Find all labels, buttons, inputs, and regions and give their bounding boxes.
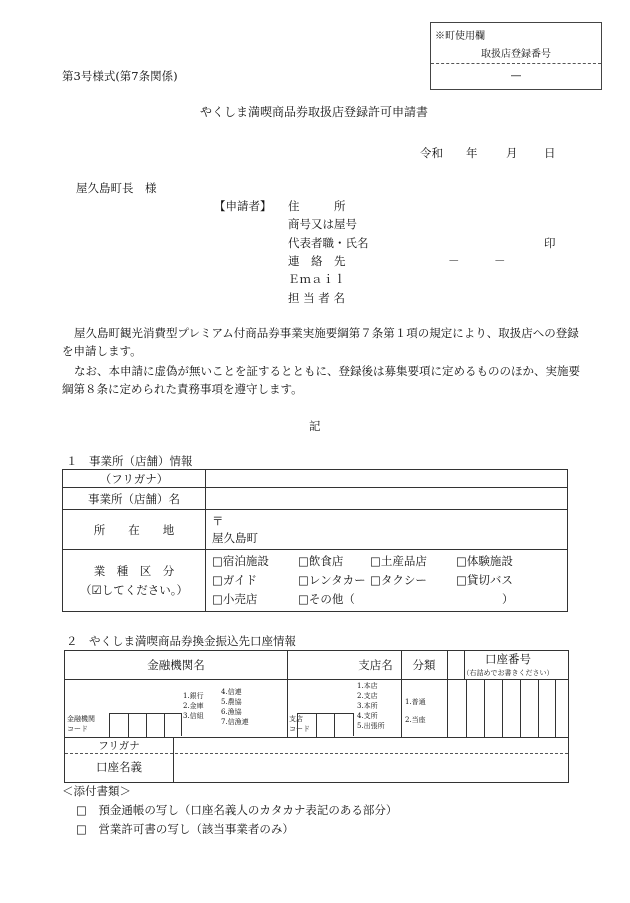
divider <box>287 679 288 737</box>
furigana-label: （フリガナ） <box>63 470 206 488</box>
account-number-note: （右詰めでお書きください） <box>462 669 554 677</box>
body-paragraph-2: なお、本申請に虚偽が無いことを証するとともに、登録後は募集要項に定めるもののほか、実施要綱第８条に定められた責務事項を遵守します。 <box>62 364 580 396</box>
branch-type-shisho: 4.支所 <box>357 712 378 720</box>
office-use-box <box>430 22 602 90</box>
applicant-trade-name-label: 商号又は屋号 <box>288 217 357 231</box>
phone-separators: － － <box>448 254 506 268</box>
account-holder-label: 口座名義 <box>96 760 142 774</box>
date-era: 令和 <box>420 146 443 160</box>
business-name-field[interactable] <box>206 488 568 510</box>
date-year: 年 <box>466 146 478 160</box>
applicant-label: 【申請者】 <box>214 199 272 213</box>
account-holder-field[interactable] <box>175 755 565 781</box>
divider <box>146 714 147 737</box>
divider <box>65 753 568 754</box>
bank-account-table <box>64 650 569 783</box>
bank-type-gyokyo: 6.漁協 <box>221 708 242 716</box>
bank-type-shinkumi: 3.信組 <box>183 712 204 720</box>
bank-code-label <box>67 714 95 734</box>
bank-type-shingyoren: 7.信漁連 <box>221 718 249 726</box>
bank-type-kinko: 2.金庫 <box>183 702 204 710</box>
registration-number-value: — <box>510 69 522 82</box>
applicant-address-label: 住 所 <box>288 199 346 213</box>
applicant-contact-person-label: 担 当 者 名 <box>288 291 345 305</box>
branch-type-honsho: 3.本所 <box>357 702 378 710</box>
bank-code-label-line2: コード <box>67 725 88 733</box>
business-type-label-cell <box>63 550 206 612</box>
business-type-options <box>206 550 568 612</box>
divider <box>353 713 354 736</box>
option-retail[interactable]: □小売店 <box>212 592 258 606</box>
business-type-label: 業 種 区 分 <box>93 563 175 578</box>
divider <box>164 714 165 737</box>
option-restaurant[interactable]: □飲食店 <box>298 554 344 568</box>
address-value: 屋久島町 <box>212 530 258 545</box>
branch-code-boxes[interactable] <box>297 713 354 737</box>
bank-name-header: 金融機関名 <box>65 651 288 680</box>
office-use-title: ※町使用欄 <box>435 31 485 42</box>
bank-code-label-line1: 金融機関 <box>67 715 95 723</box>
section1-heading: １ 事業所（店舗）情報 <box>66 454 193 468</box>
section2-heading: ２ やくしま満喫商品券換金振込先口座情報 <box>66 634 296 648</box>
bank-type-bank: 1.銀行 <box>183 692 204 700</box>
branch-type-honten: 1.本店 <box>357 682 378 690</box>
divider <box>484 679 485 737</box>
branch-code-label-line2: コード <box>289 725 310 733</box>
business-info-table <box>62 469 568 612</box>
divider <box>181 713 182 736</box>
divider <box>173 737 174 782</box>
form-number: 第3号様式(第7条関係) <box>62 69 178 83</box>
option-other-close: ） <box>502 592 514 606</box>
holder-furigana-label: フリガナ <box>98 740 140 752</box>
attachment-business-permit: □ 営業許可書の写し（該当事業者のみ） <box>76 822 294 836</box>
branch-name-header: 支店名 <box>287 651 465 680</box>
divider <box>555 679 556 737</box>
applicant-email-label: Ｅｍａｉｌ <box>288 272 346 286</box>
branch-code-label-line1: 支店 <box>289 715 303 723</box>
divider <box>65 679 568 680</box>
applicant-representative-label: 代表者職・氏名 <box>288 236 369 250</box>
option-taxi[interactable]: □タクシー <box>370 573 427 587</box>
branch-type-shutchojo: 5.出張所 <box>357 722 385 730</box>
address-label: 所 在 地 <box>63 510 206 550</box>
option-other[interactable]: □その他（ <box>298 592 355 606</box>
divider <box>466 679 467 737</box>
furigana-field[interactable] <box>206 470 568 488</box>
divider <box>502 679 503 737</box>
divider <box>520 679 521 737</box>
account-type-futsu[interactable]: 1.普通 <box>405 698 426 706</box>
addressee: 屋久島町長 様 <box>76 181 157 195</box>
option-guide[interactable]: □ガイド <box>212 573 258 587</box>
account-type-toza[interactable]: 2.当座 <box>405 716 426 724</box>
branch-type-shiten: 2.支店 <box>357 692 378 700</box>
ki-mark: 記 <box>309 419 321 433</box>
date-month: 月 <box>506 146 518 160</box>
branch-type-list <box>357 681 385 731</box>
bank-type-nokyo: 5.農協 <box>221 698 242 706</box>
divider <box>316 714 317 737</box>
account-type-list <box>405 693 426 729</box>
bank-type-shinren: 4.信連 <box>221 688 242 696</box>
option-charter-bus[interactable]: □貸切バス <box>456 573 513 587</box>
business-name-label: 事業所（店舗）名 <box>63 488 206 510</box>
bank-type-list-2 <box>221 687 249 727</box>
holder-furigana-field[interactable] <box>175 738 565 753</box>
bank-code-boxes[interactable] <box>109 713 182 737</box>
divider <box>538 679 539 737</box>
body-paragraph-1: 屋久島町観光消費型プレミアム付商品券事業実施要綱第７条第１項の規定により、取扱店への登録を申請します。 <box>62 326 579 358</box>
applicant-contact-label: 連 絡 先 <box>288 254 346 268</box>
business-type-note: （☑してください。） <box>79 582 189 597</box>
type-header: 分類 <box>412 658 436 672</box>
registration-number-label: 取扱店登録番号 <box>481 49 551 60</box>
account-number-header: 口座番号 <box>485 652 531 666</box>
option-experience[interactable]: □体験施設 <box>456 554 513 568</box>
seal-mark: 印 <box>544 236 556 250</box>
attachments-heading: ＜添付書類＞ <box>62 784 131 798</box>
bank-type-list-1 <box>183 691 204 721</box>
postal-mark: 〒 <box>212 513 224 528</box>
divider <box>128 714 129 737</box>
address-field[interactable] <box>206 510 568 550</box>
option-lodging[interactable]: □宿泊施設 <box>212 554 269 568</box>
attachment-bankbook: □ 預金通帳の写し（口座名義人のカタカナ表記のある部分） <box>76 803 398 817</box>
document-title: やくしま満喫商品券取扱店登録許可申請書 <box>200 105 429 119</box>
option-souvenir[interactable]: □土産品店 <box>370 554 427 568</box>
divider <box>334 714 335 737</box>
divider <box>431 63 601 64</box>
option-rental-car[interactable]: □レンタカー <box>298 573 366 587</box>
date-day: 日 <box>544 146 556 160</box>
